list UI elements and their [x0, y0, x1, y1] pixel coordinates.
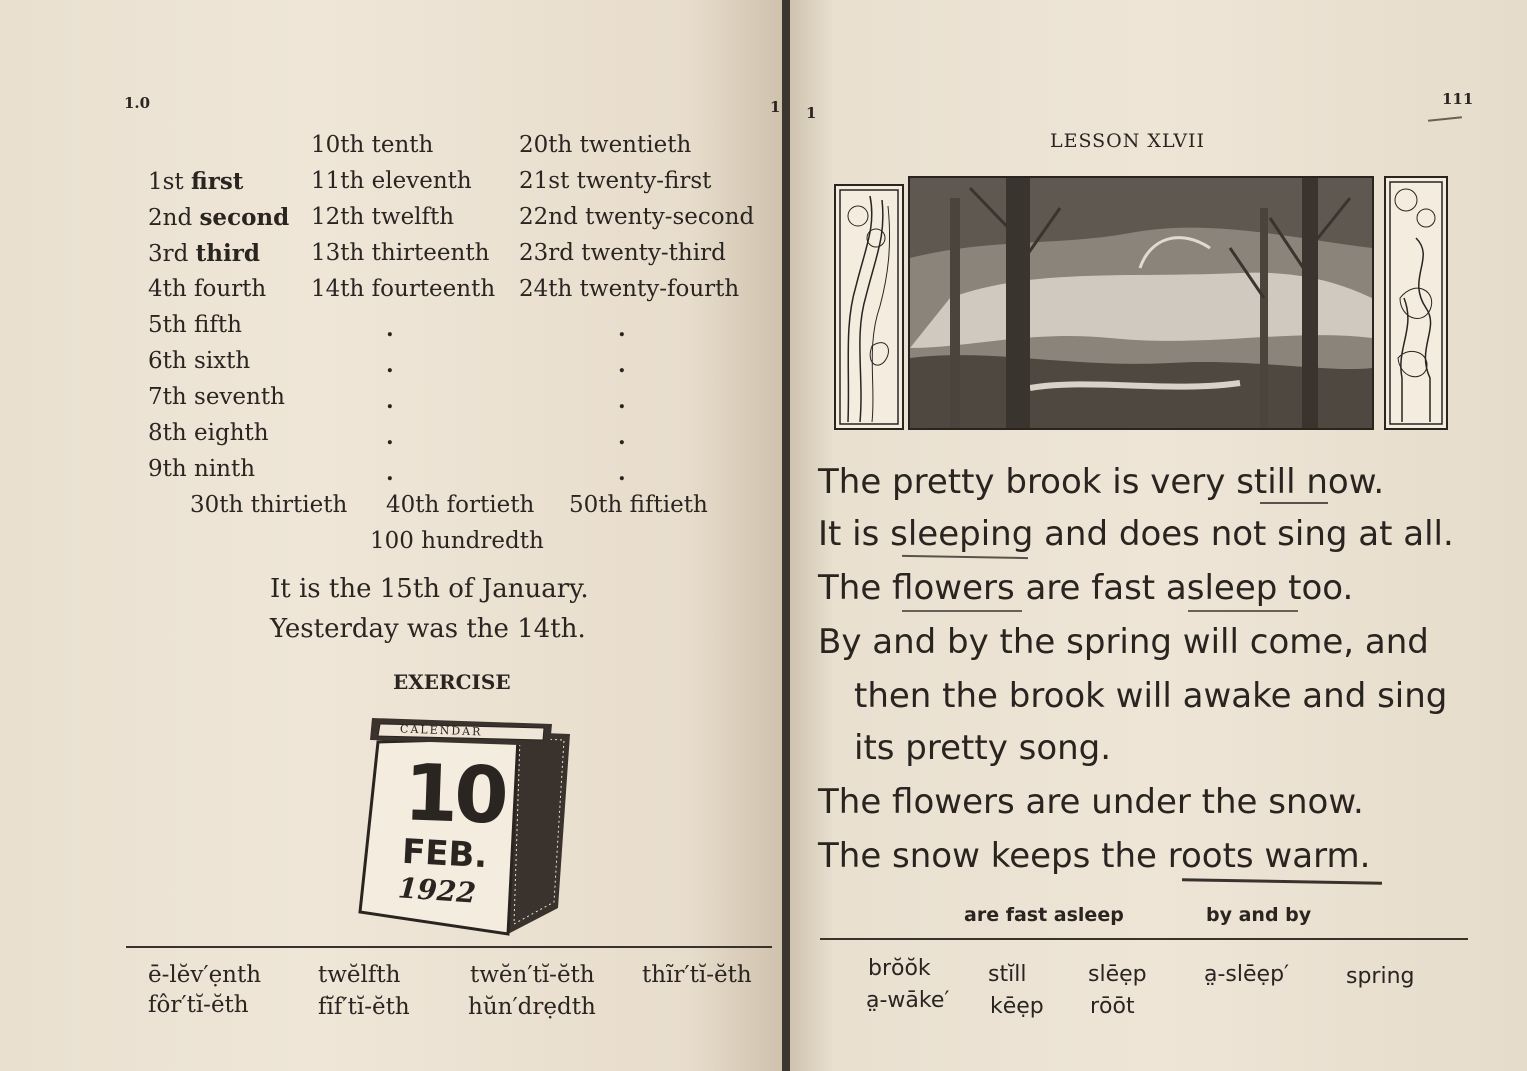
ordinal-number: 20th — [519, 132, 573, 158]
ordinal-word: seventh — [194, 384, 285, 410]
pencil-underline — [902, 555, 1028, 559]
ordinal-word: tenth — [371, 132, 434, 158]
ordinal-word: second — [199, 204, 290, 231]
divider-rule — [126, 946, 772, 948]
ordinal-word: fourteenth — [371, 276, 496, 302]
page-number-left: 1.0 — [124, 94, 151, 112]
ordinal-row — [148, 312, 242, 338]
ordinal-number: 10th — [311, 132, 365, 158]
pencil-underline — [1182, 878, 1382, 884]
ordinal-number: 5th — [148, 312, 187, 338]
calendar-banner: CALENDAR — [399, 722, 483, 739]
ordinal-word: sixth — [194, 348, 251, 374]
ordinal-row — [148, 168, 243, 195]
ordinal-number: 6th — [148, 348, 187, 374]
ordinal-row — [148, 384, 285, 410]
corner-mark-left: 1 — [770, 98, 781, 116]
pronunciation: twĕn′tĭ-ĕth — [470, 962, 595, 988]
ordinal-row — [311, 204, 454, 230]
ordinal-row — [519, 276, 739, 302]
ordinal-word: twenty-second — [585, 204, 755, 230]
ordinal-word: fortieth — [446, 492, 535, 518]
ordinal-row — [519, 240, 726, 266]
pronunciation: twĕlfth — [318, 962, 401, 988]
pronunciation: fôr′tĭ-ĕth — [148, 992, 249, 1018]
ordinal-number: 13th — [311, 240, 365, 266]
ordinal-number: 50th — [569, 492, 623, 518]
calendar-month: FEB. — [401, 831, 489, 877]
floral-ornament — [1386, 178, 1446, 428]
ordinal-word: hundredth — [421, 528, 544, 554]
ordinal-number: 4th — [148, 276, 187, 302]
ordinal-row — [311, 168, 472, 194]
ordinal-word: eighth — [194, 420, 269, 446]
ordinal-row — [190, 492, 347, 518]
story-line: The flowers are under the snow. — [818, 782, 1364, 822]
ordinal-word: ninth — [194, 456, 256, 482]
ordinal-row — [311, 132, 433, 158]
pronunciation: slēẹp — [1088, 962, 1147, 987]
pronunciation: hŭn′drẹdth — [468, 994, 596, 1020]
ordinal-row — [148, 204, 289, 231]
sentence-yesterday: Yesterday was the 14th. — [270, 614, 586, 644]
dot: . — [386, 424, 394, 450]
dot: . — [386, 460, 394, 486]
ordinal-number: 3rd — [148, 241, 189, 267]
ordinal-word: eleventh — [371, 168, 472, 194]
ordinal-row — [569, 492, 708, 518]
ordinal-row — [148, 420, 269, 446]
ordinal-number: 40th — [386, 492, 440, 518]
ordinal-number: 23rd — [519, 240, 574, 266]
calendar-year: 1922 — [396, 871, 477, 910]
ordinal-word: twenty-third — [581, 240, 726, 266]
pronunciation: kēẹp — [990, 994, 1044, 1019]
ordinal-number: 100 — [370, 528, 414, 554]
pronunciation: brŏŏk — [868, 956, 931, 981]
pronunciation: a̤-wāke′ — [866, 988, 950, 1013]
ordinal-row — [386, 492, 534, 518]
ordinal-word: twelfth — [371, 204, 455, 230]
ordinal-number: 14th — [311, 276, 365, 302]
story-line: its pretty song. — [854, 728, 1112, 768]
ordinal-row — [148, 348, 250, 374]
corner-mark-right: 1 — [806, 104, 817, 122]
ordinal-number: 24th — [519, 276, 573, 302]
ordinal-word: twenty-first — [576, 168, 712, 194]
ordinal-row — [148, 456, 255, 482]
pronunciation: fĭf′tĭ-ĕth — [318, 994, 410, 1020]
pencil-underline — [1260, 502, 1328, 504]
pronunciation: ē-lĕv′ẹnth — [148, 962, 262, 988]
pencil-underline — [1188, 610, 1298, 612]
pronunciation: a̤-slēẹp′ — [1204, 962, 1290, 987]
ordinal-word: fifth — [194, 312, 242, 338]
floral-border-left — [834, 184, 904, 430]
ordinal-number: 12th — [311, 204, 365, 230]
story-line: By and by the spring will come, and — [818, 622, 1429, 662]
ordinal-number: 7th — [148, 384, 187, 410]
pencil-mark — [1428, 116, 1462, 122]
story-line: The flowers are fast asleep too. — [818, 568, 1354, 608]
phrase-by-and-by: by and by — [1206, 904, 1312, 926]
story-line: It is sleeping and does not sing at all. — [818, 514, 1454, 554]
ordinal-word: twentieth — [579, 132, 692, 158]
pronunciation: stĭll — [988, 962, 1027, 987]
calendar-day: 10 — [402, 748, 507, 842]
ordinal-row — [519, 204, 754, 230]
ordinal-word: third — [195, 240, 260, 267]
ordinal-row — [148, 240, 260, 267]
ordinal-row — [311, 240, 489, 266]
dot: . — [618, 352, 626, 378]
ordinal-word: thirteenth — [371, 240, 490, 266]
pronunciation: rōōt — [1090, 994, 1135, 1019]
ordinal-word: twenty-fourth — [579, 276, 740, 302]
dot: . — [386, 352, 394, 378]
ordinal-word: thirtieth — [250, 492, 348, 518]
ordinal-number: 30th — [190, 492, 244, 518]
calendar-illustration — [358, 712, 578, 938]
dot: . — [618, 424, 626, 450]
story-line: The pretty brook is very still now. — [818, 462, 1385, 502]
ordinal-word: fiftieth — [629, 492, 708, 518]
ordinal-number: 21st — [519, 168, 570, 194]
dot: . — [618, 460, 626, 486]
winter-brook-picture — [908, 176, 1374, 430]
dot: . — [386, 316, 394, 342]
page-number-right: 111 — [1442, 90, 1474, 108]
divider-rule — [820, 938, 1468, 940]
dot: . — [386, 388, 394, 414]
ordinal-row — [311, 276, 495, 302]
lesson-title: LESSON XLVII — [1050, 130, 1206, 152]
sentence-january: It is the 15th of January. — [270, 574, 589, 604]
ordinal-row — [370, 528, 544, 554]
dot: . — [618, 388, 626, 414]
winter-scene — [910, 178, 1372, 428]
ordinal-word: fourth — [194, 276, 267, 302]
ordinal-number: 22nd — [519, 204, 578, 230]
floral-border-right — [1384, 176, 1448, 430]
ordinal-row — [519, 168, 711, 194]
phrase-are-fast-asleep: are fast asleep — [964, 904, 1124, 926]
exercise-heading: EXERCISE — [393, 670, 511, 694]
floral-ornament — [836, 186, 902, 428]
story-line: then the brook will awake and sing — [854, 676, 1448, 716]
pencil-underline — [902, 610, 1022, 612]
ordinal-row — [519, 132, 691, 158]
story-line: The snow keeps the roots warm. — [818, 836, 1371, 876]
ordinal-word: first — [191, 168, 244, 195]
ordinal-number: 1st — [148, 169, 184, 195]
right-page — [790, 0, 1527, 1071]
ordinal-number: 2nd — [148, 205, 193, 231]
ordinal-number: 8th — [148, 420, 187, 446]
ordinal-number: 11th — [311, 168, 365, 194]
ordinal-number: 9th — [148, 456, 187, 482]
dot: . — [618, 316, 626, 342]
pronunciation: thĩr′tĭ-ĕth — [642, 962, 752, 988]
pronunciation: spring — [1346, 964, 1415, 989]
ordinal-row — [148, 276, 266, 302]
